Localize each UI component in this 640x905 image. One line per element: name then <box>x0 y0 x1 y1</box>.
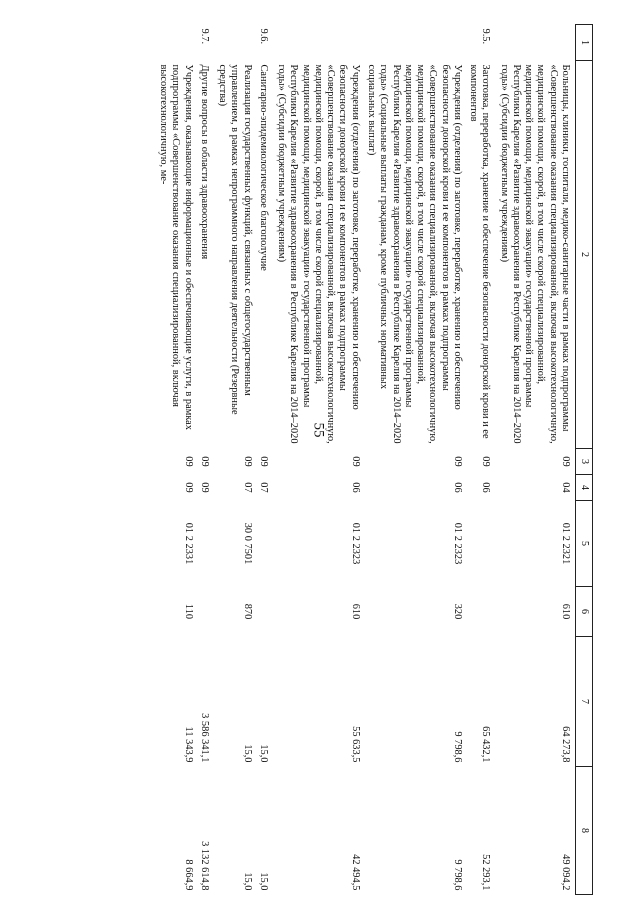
table-row <box>495 25 575 895</box>
row-number <box>273 25 363 61</box>
subsection-code: 06 <box>480 482 492 493</box>
table-row <box>465 25 496 895</box>
row-description: Учреждения, оказывающие информационные и обеспечивающие услуги, в рамках подпрограммы «Совершенствование оказания специализированной, включая высокотехнологичную, ме- <box>158 64 194 430</box>
col-header-7: 7 <box>576 637 593 767</box>
target-article-code: 01 2 2323 <box>451 522 463 565</box>
subsection-code: 06 <box>349 482 361 493</box>
target-article-code <box>465 501 496 587</box>
amount-col8: 49 094,2 <box>560 854 571 891</box>
amount-col8: 8 664,9 <box>182 859 194 891</box>
section-code: 09 <box>480 456 492 467</box>
col-header-1: 1 <box>576 25 593 61</box>
table-row <box>255 25 273 895</box>
row-number <box>363 25 465 61</box>
expense-type-code <box>255 587 273 637</box>
amount-col7: 55 633,5 <box>349 726 361 763</box>
row-number: 9.7. <box>198 28 210 45</box>
subsection-code: 09 <box>198 482 210 493</box>
amount-col7: 15,0 <box>241 744 253 763</box>
row-description: Учреждения (отделения) по заготовке, переработке, хранению и обеспечению безопасности донорской крови и ее компонентов в рамках подпрограммы «Совершенствование оказания специализированной, включая высокотехнологичную, медицинской помощи, скорой, в том числе скорой специализированной, медицинской помощи, медицинской эвакуации» государственной программы Республики Карелия «Развитие здравоохранения в Республике Карелия на 2014–2020 годы» (Субсидии бюджетным учреждениям) <box>276 64 361 444</box>
amount-col8: 9 798,6 <box>451 859 463 891</box>
section-code: 09 <box>182 456 194 467</box>
section-code: 09 <box>241 456 253 467</box>
target-article-code <box>196 501 214 587</box>
expense-type-code <box>196 587 214 637</box>
expense-type-code: 110 <box>182 603 194 620</box>
subsection-code: 09 <box>182 482 194 493</box>
expense-type-code: 870 <box>241 603 253 620</box>
expense-type-code: 320 <box>451 603 463 620</box>
table-row <box>273 25 363 895</box>
target-article-code: 01 2 2323 <box>349 522 361 565</box>
col-header-2: 2 <box>576 61 593 449</box>
row-description: Заготовка, переработка, хранение и обеспечение безопасности донорской крови и ее компонентов <box>468 64 492 439</box>
row-number <box>214 25 255 61</box>
row-description: Другие вопросы в области здравоохранения <box>198 64 210 260</box>
table-row <box>155 25 196 895</box>
subsection-code: 07 <box>241 482 253 493</box>
amount-col8: 15,0 <box>257 872 269 891</box>
table-row <box>214 25 255 895</box>
table-row <box>363 25 465 895</box>
section-code: 09 <box>257 456 269 467</box>
subsection-code: 07 <box>257 482 269 493</box>
row-description: Больницы, клиники, госпитали, медико-санитарные части в рамках подпрограммы «Совершенствование оказания специализированной, включая высокотехнологичную, медицинской помощи, скорой, в том числе скорой специализированной, медицинской помощи, медицинской эвакуации» государственной программы Республики Карелия «Развитие здравоохранения в Республике Карелия на 2014–2020 годы» (Субсидии бюджетным учреждениям) <box>498 64 571 444</box>
section-code: 09 <box>349 456 361 467</box>
col-header-4: 4 <box>576 475 593 501</box>
col-header-6: 6 <box>576 587 593 637</box>
amount-col8: 15,0 <box>241 872 253 891</box>
page-number: 55 <box>310 422 327 438</box>
landscape-page <box>63 24 593 894</box>
col-header-8: 8 <box>576 767 593 895</box>
target-article-code: 30 0 7501 <box>241 522 253 565</box>
amount-col7: 9 798,6 <box>451 731 463 763</box>
target-article-code: 01 2 2321 <box>560 522 571 565</box>
col-header-3: 3 <box>576 449 593 475</box>
row-number <box>495 25 575 61</box>
amount-col7: 65 432,1 <box>480 726 492 763</box>
row-description: Санитарно-эпидемиологическое благополучие <box>257 64 269 271</box>
amount-col7: 11 343,9 <box>182 726 194 763</box>
section-code: 09 <box>198 456 210 467</box>
target-article-code: 01 2 2331 <box>182 522 194 565</box>
section-code: 09 <box>451 456 463 467</box>
amount-col8: 3 132 614,8 <box>198 841 210 891</box>
row-description: Реализация государственных функций, связанных с общегосударственным управлением, в рамках непрограммного направления деятельности (Резервные средства) <box>217 64 253 415</box>
column-number-header <box>576 25 593 895</box>
subsection-code: 06 <box>451 482 463 493</box>
expense-type-code <box>465 587 496 637</box>
amount-col8: 52 293,1 <box>480 854 492 891</box>
amount-col7: 3 586 341,1 <box>198 713 210 763</box>
section-code: 09 <box>560 456 571 467</box>
subsection-code: 04 <box>560 482 571 493</box>
row-number <box>155 25 196 61</box>
expense-type-code: 610 <box>349 603 361 620</box>
expense-type-code: 610 <box>560 603 571 620</box>
table-row <box>196 25 214 895</box>
target-article-code <box>255 501 273 587</box>
col-header-5: 5 <box>576 501 593 587</box>
row-number: 9.5. <box>480 28 492 45</box>
amount-col7: 64 273,8 <box>560 726 571 763</box>
amount-col7: 15,0 <box>257 744 269 763</box>
budget-table <box>155 24 593 895</box>
row-number: 9.6. <box>257 28 269 45</box>
row-description: Учреждения (отделения) по заготовке, переработке, хранению и обеспечению безопасности донорской крови и ее компонентов в рамках подпрограммы «Совершенствование оказания специализированной, включая высокотехнологичную, медицинской помощи, скорой, в том числе скорой специализированной, медицинской помощи, медицинской эвакуации» государственной программы Республики Карелия «Развитие здравоохранения в Республике Карелия на 2014–2020 годы» (Социальные выплаты гражданам, кроме публичных нормативных социальных выплат) <box>366 64 463 444</box>
amount-col8: 42 494,5 <box>349 854 361 891</box>
